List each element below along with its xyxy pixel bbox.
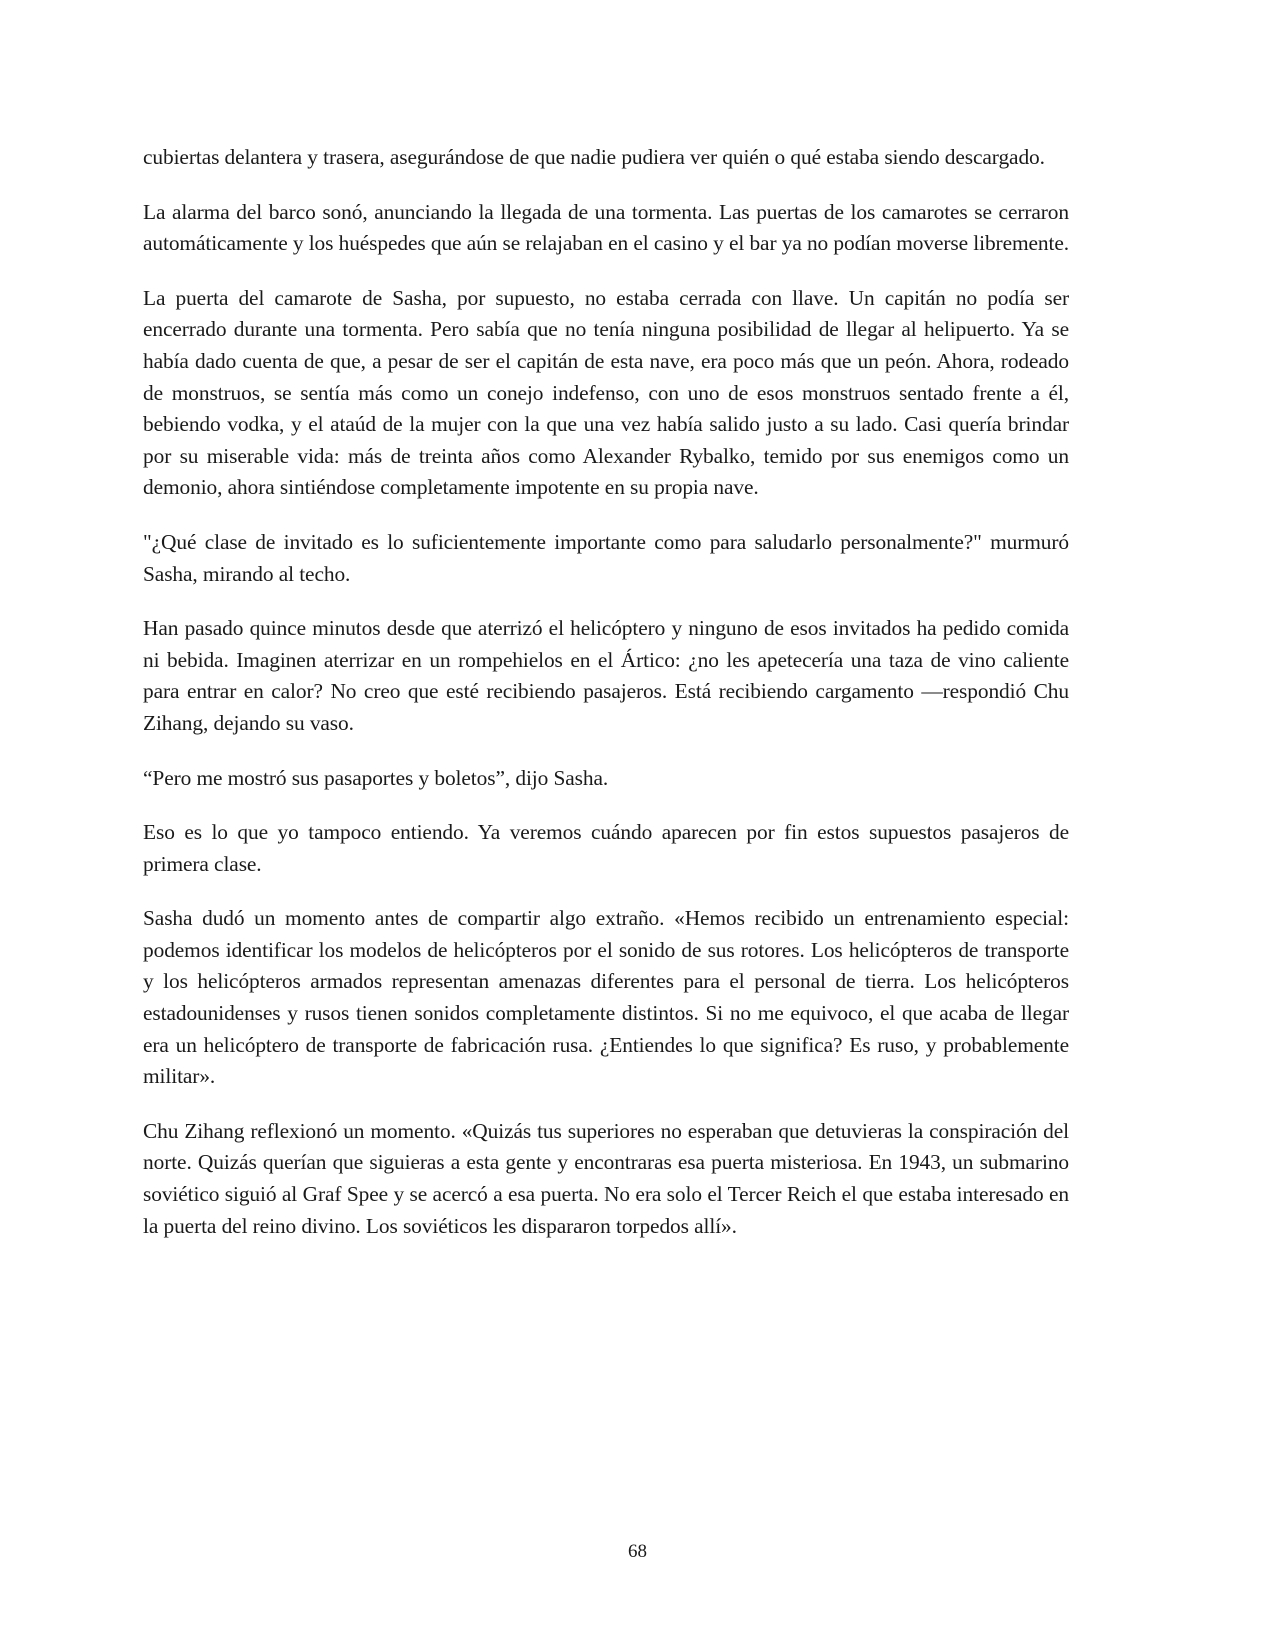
paragraph-9: Chu Zihang reflexionó un momento. «Quizás tus superiores no esperaban que detuvieras la conspiración del norte. Quizás querían que siguieras a esta gente y encontraras esa puerta misteriosa. En 1943, un submarino soviético siguió al Graf Spee y se acercó a esa puerta. No era solo el Tercer Reich el que estaba interesado en la puerta del reino divino. Los soviéticos les dispararon torpedos allí».: [143, 1118, 1069, 1238]
page-body: [143, 142, 1069, 1265]
paragraph-4: "¿Qué clase de invitado es lo suficientemente importante como para saludarlo personalmente?" murmuró Sasha, mirando al techo.: [143, 529, 1069, 586]
paragraph-1: cubiertas delantera y trasera, asegurándose de que nadie pudiera ver quién o qué estaba siendo descargado.: [143, 145, 1045, 169]
paragraph-5: Han pasado quince minutos desde que aterrizó el helicóptero y ninguno de esos invitados ha pedido comida ni bebida. Imaginen aterrizar en un rompehielos en el Ártico: ¿no les apetecería una taza de vino caliente para entrar en calor? No creo que esté recibiendo pasajeros. Está recibiendo cargamento —respondió Chu Zihang, dejando su vaso.: [143, 616, 1069, 735]
paragraph-8: Sasha dudó un momento antes de compartir algo extraño. «Hemos recibido un entrenamiento especial: podemos identificar los modelos de helicópteros por el sonido de sus rotores. Los helicópteros de transporte y los helicópteros armados representan amenazas diferentes para el personal de tierra. Los helicópteros estadounidenses y rusos tienen sonidos completamente distintos. Si no me equivoco, el que acaba de llegar era un helicóptero de transporte de fabricación rusa. ¿Entiendes lo que significa? Es ruso, y probablemente militar».: [143, 906, 1069, 1089]
paragraph-2: La alarma del barco sonó, anunciando la llegada de una tormenta. Las puertas de los camarotes se cerraron automáticamente y los huéspedes que aún se relajaban en el casino y el bar ya no podían moverse libremente.: [143, 199, 1069, 256]
page-number: 68: [628, 1541, 647, 1562]
paragraph-7: Eso es lo que yo tampoco entiendo. Ya veremos cuándo aparecen por fin estos supuestos pasajeros de primera clase.: [143, 820, 1069, 876]
paragraph-6: “Pero me mostró sus pasaportes y boletos”, dijo Sasha.: [143, 765, 609, 790]
paragraph-3: La puerta del camarote de Sasha, por supuesto, no estaba cerrada con llave. Un capitán no podía ser encerrado durante una tormenta. Pero sabía que no tenía ninguna posibilidad de llegar al helipuerto. Ya se había dado cuenta de que, a pesar de ser el capitán de esta nave, era poco más que un peón. Ahora, rodeado de monstruos, se sentía más como un conejo indefenso, con uno de esos monstruos sentado frente a él, bebiendo vodka, y el ataúd de la mujer con la que una vez había salido justo a su lado. Casi quería brindar por su miserable vida: más de treinta años como Alexander Rybalko, temido por sus enemigos como un demonio, ahora sintiéndose completamente impotente en su propia nave.: [143, 285, 1069, 500]
